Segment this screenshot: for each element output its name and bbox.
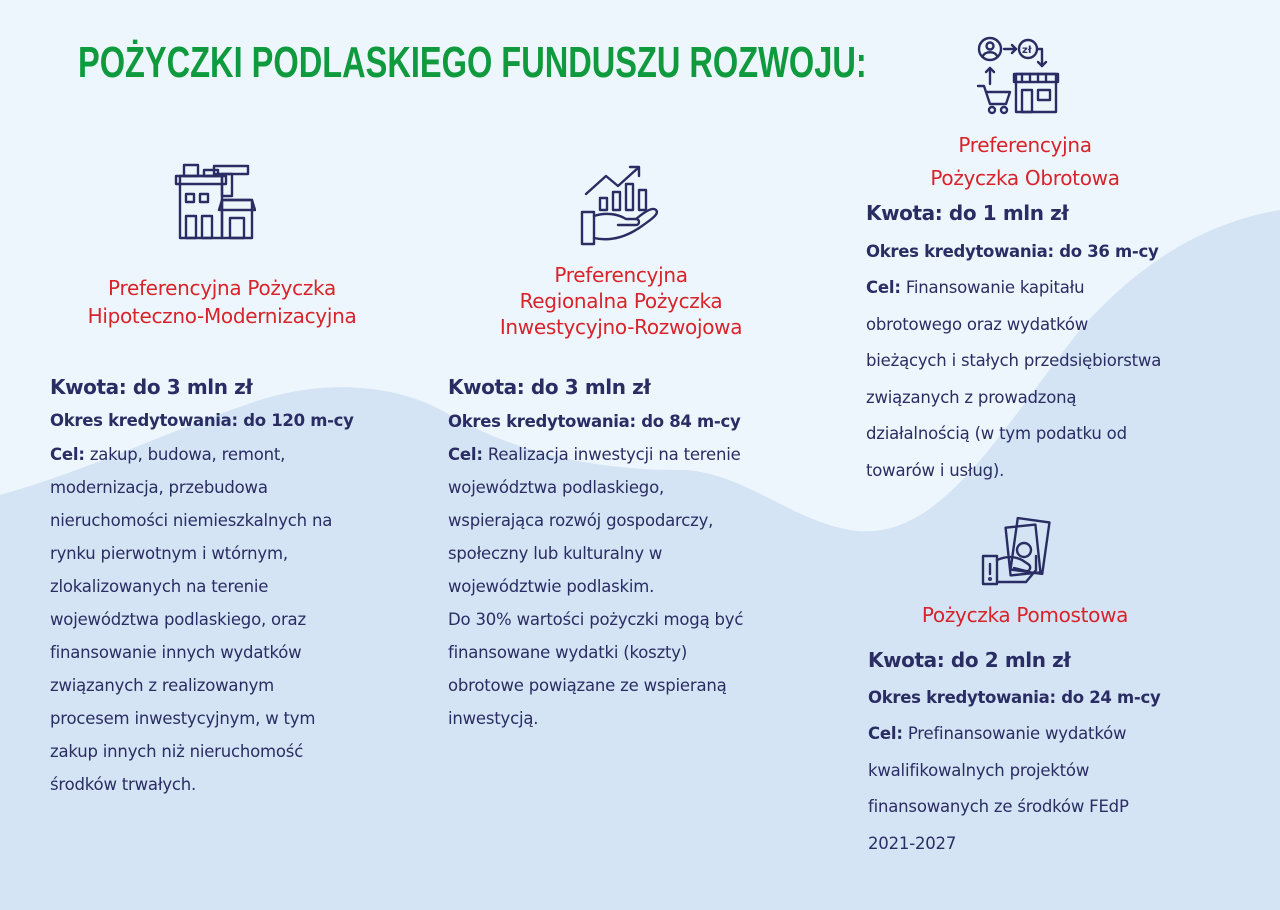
loan-amount-2: Kwota: do 3 mln zł [448, 375, 651, 399]
loan-title-3 [825, 128, 1225, 194]
loan-title-line: Regionalna Pożyczka [519, 289, 723, 313]
loan-amount-3: Kwota: do 1 mln zł [866, 201, 1069, 225]
loan-period-1: Okres kredytowania: do 120 m-cy [50, 411, 354, 430]
loan-period-2: Okres kredytowania: do 84 m-cy [448, 412, 741, 431]
goal-label: Cel: [448, 445, 483, 464]
page-title: POŻYCZKI PODLASKIEGO FUNDUSZU ROZWOJU: [78, 38, 867, 87]
loan-period-4: Okres kredytowania: do 24 m-cy [868, 688, 1161, 707]
loan-title-2 [421, 262, 821, 340]
loan-title-line: Preferencyjna [958, 133, 1092, 157]
svg-text:zł: zł [1022, 45, 1032, 56]
goal-label: Cel: [866, 278, 901, 297]
loan-title-1 [22, 274, 422, 330]
growth-hand-icon [578, 162, 664, 248]
loan-amount-4: Kwota: do 2 mln zł [868, 648, 1071, 672]
loan-goal-4: Cel: Prefinansowanie wydatków kwalifikowalnych projektów finansowanych ze środków FEdP 2021-2027 [868, 724, 1129, 853]
loan-amount-1: Kwota: do 3 mln zł [50, 375, 253, 399]
buildings-icon [174, 162, 256, 242]
cash-hand-icon [980, 516, 1052, 588]
working-capital-icon [976, 36, 1060, 116]
loan-title-4 [825, 600, 1225, 630]
loan-title-line: Pożyczka Pomostowa [921, 603, 1129, 627]
loan-title-line: Preferencyjna Pożyczka [108, 276, 336, 300]
loan-title-line: Inwestycyjno-Rozwojowa [499, 315, 743, 339]
loan-period-3: Okres kredytowania: do 36 m-cy [866, 242, 1159, 261]
goal-label: Cel: [50, 445, 85, 464]
loan-goal-1: Cel: zakup, budowa, remont, modernizacja, przebudowa nieruchomości niemieszkalnych na rynku pierwotnym i wtórnym, zlokalizowanych na terenie województwa podlaskiego, oraz finansowanie innych wydatków związanych z realizowanym procesem inwestycyjnym, w tym zakup innych niż nieruchomość środków trwałych. [50, 445, 333, 794]
loan-title-line: Pożyczka Obrotowa [930, 166, 1120, 190]
loan-goal-2: Cel: Realizacja inwestycji na terenie województwa podlaskiego, wspierająca rozwój gospodarczy, społeczny lub kulturalny w województwie podlaskim. Do 30% wartości pożyczki mogą być finansowane wydatki (koszty) obrotowe powiązane ze wspieraną inwestycją. [448, 445, 744, 728]
goal-label: Cel: [868, 724, 903, 743]
loan-goal-3: Cel: Finansowanie kapitału obrotowego oraz wydatków bieżących i stałych przedsiębiorstwa związanych z prowadzoną działalnością (w tym podatku od towarów i usług). [866, 278, 1162, 480]
loan-title-line: Hipoteczno-Modernizacyjna [87, 304, 357, 328]
loan-title-line: Preferencyjna [554, 263, 688, 287]
